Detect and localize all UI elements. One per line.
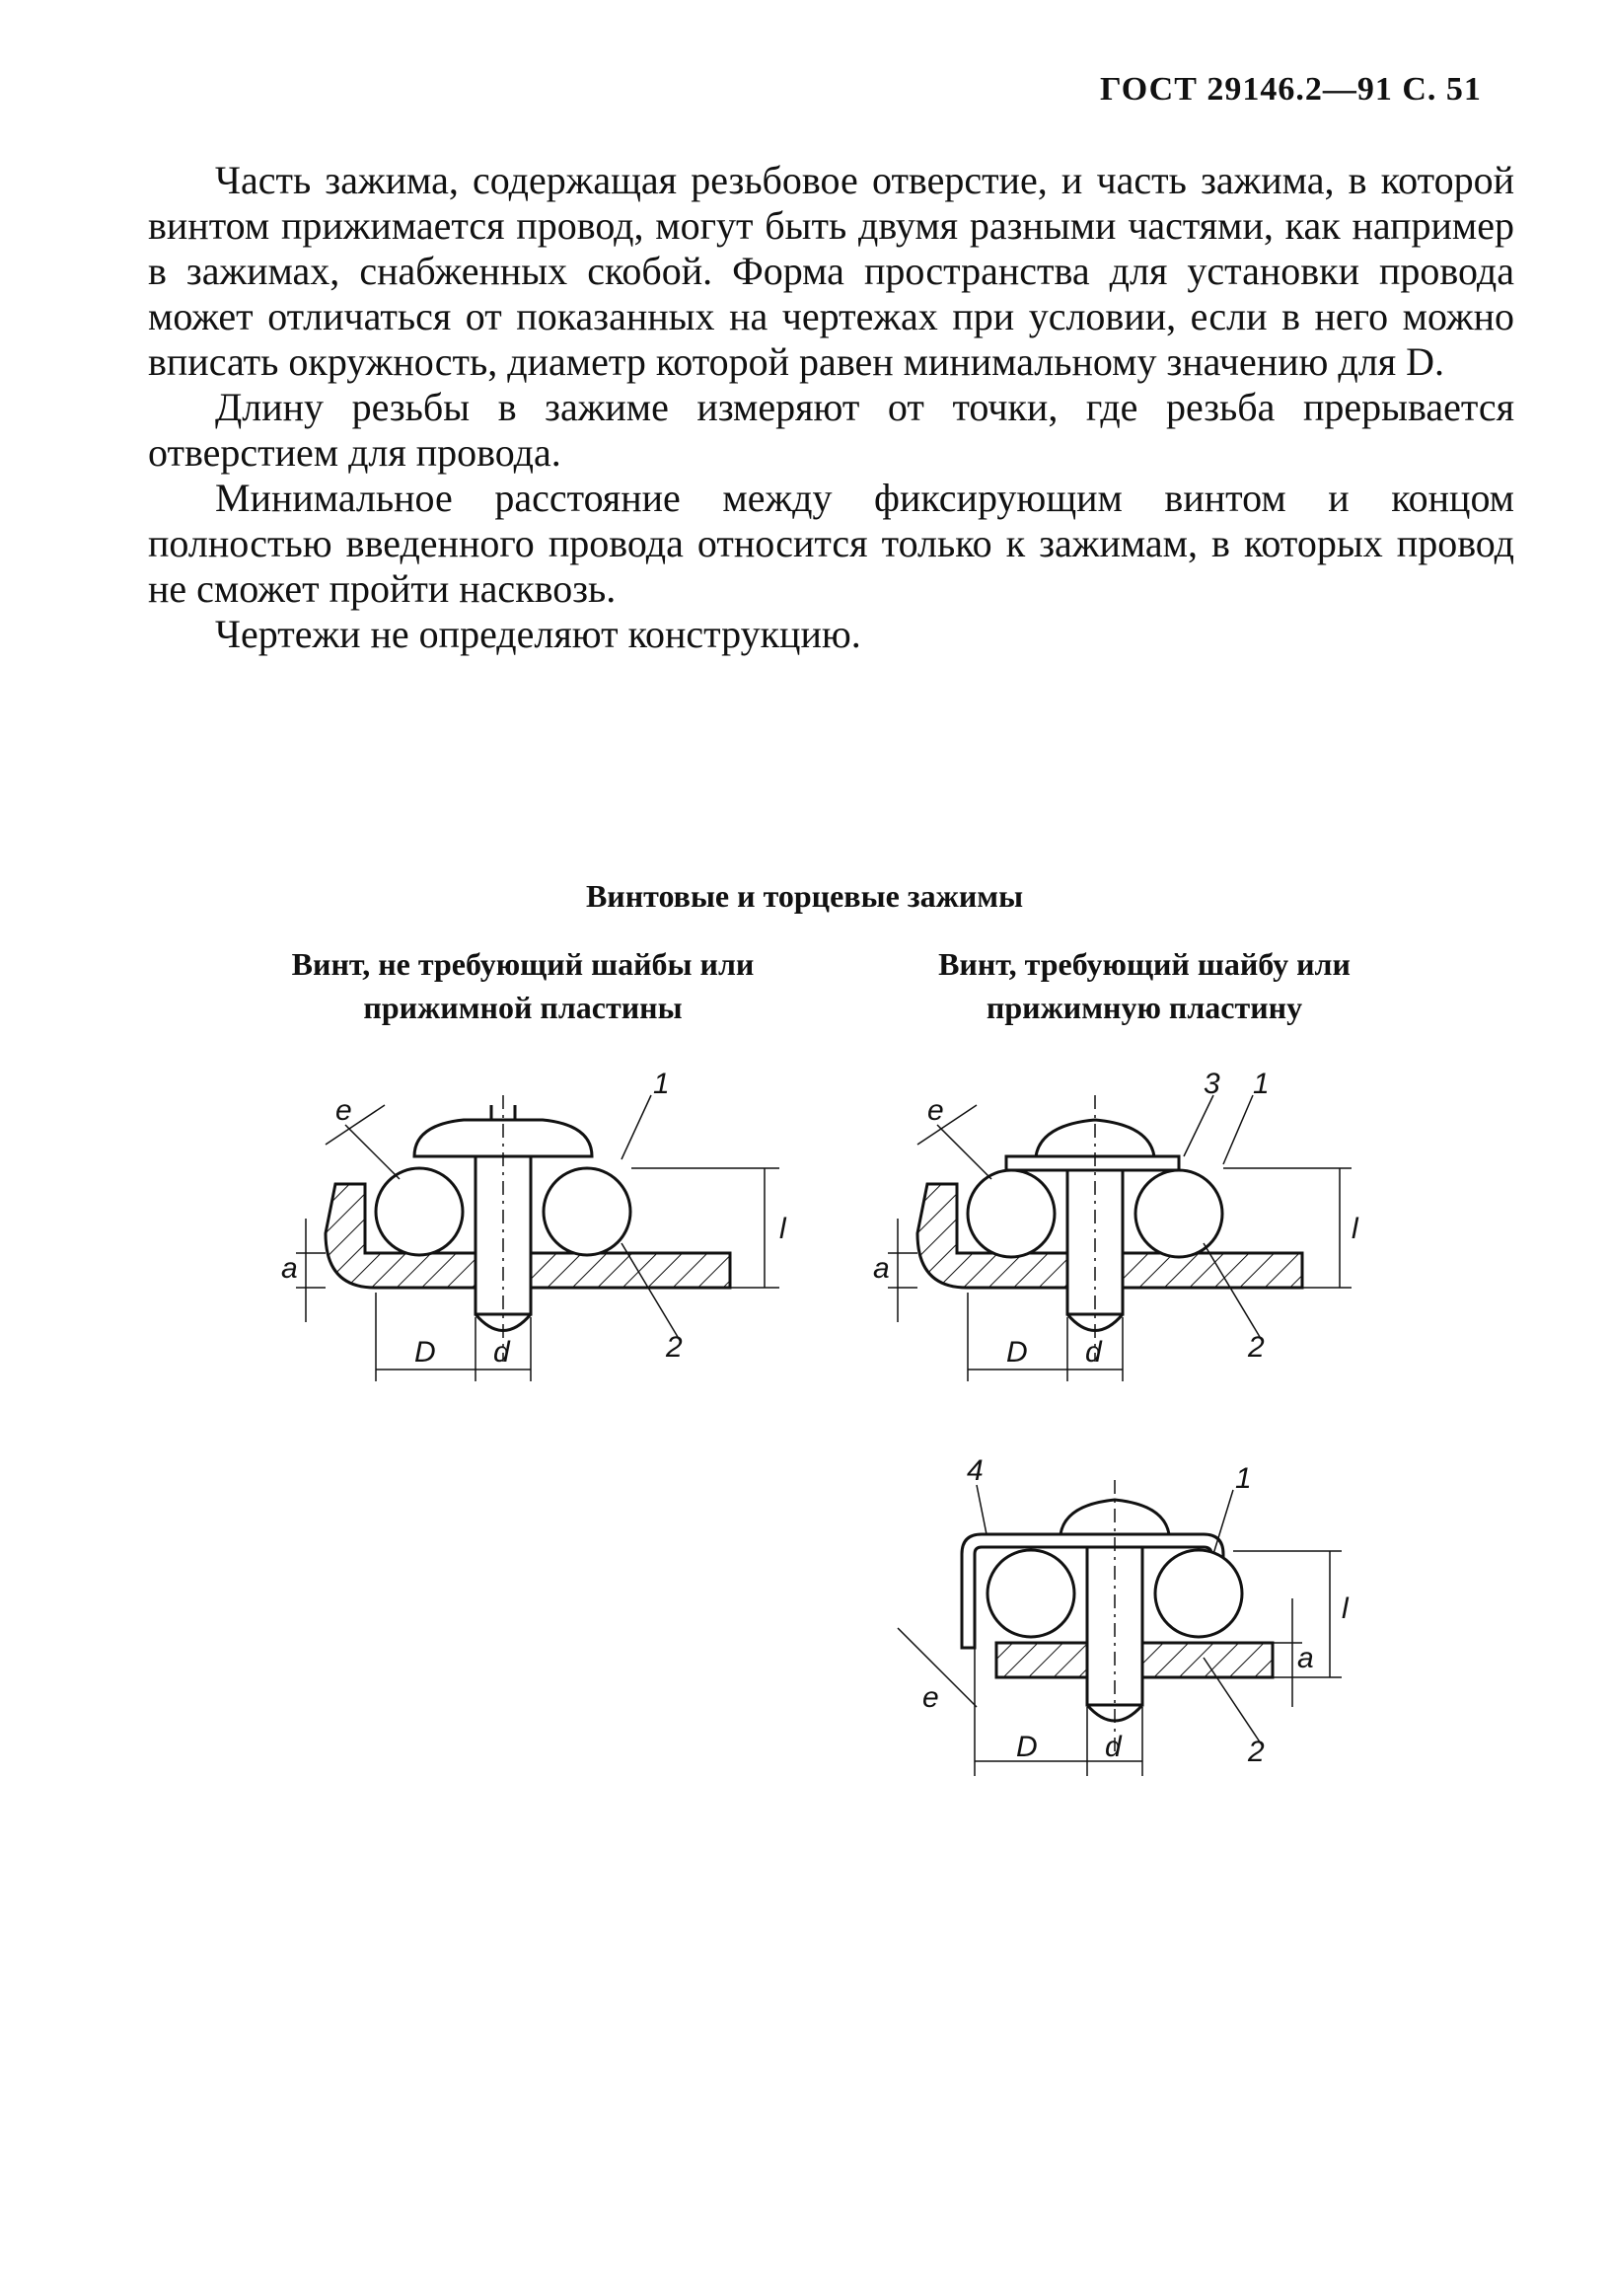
label-2: 2 xyxy=(666,1331,683,1364)
label-3: 3 xyxy=(1204,1068,1220,1100)
label-l: l xyxy=(1342,1592,1349,1625)
drawing-screw-no-washer xyxy=(266,1066,819,1401)
figure-subtitle-left: Винт, не требующий шайбы или прижимной пластины xyxy=(291,946,755,1025)
label-D: D xyxy=(414,1336,436,1369)
label-1: 1 xyxy=(1235,1462,1252,1495)
paragraph: Чертежи не определяют конструкцию. xyxy=(215,612,861,656)
label-2: 2 xyxy=(1248,1736,1265,1768)
label-1: 1 xyxy=(653,1068,670,1100)
label-2: 2 xyxy=(1248,1331,1265,1364)
label-d: d xyxy=(493,1336,510,1369)
label-a: a xyxy=(873,1252,890,1285)
label-D: D xyxy=(1006,1336,1028,1369)
label-e: e xyxy=(335,1094,352,1127)
label-e: e xyxy=(922,1681,939,1714)
label-4: 4 xyxy=(967,1454,984,1487)
drawing-screw-with-plate xyxy=(868,1454,1361,1815)
paragraph: Часть зажима, содержащая резьбовое отверстие, и часть зажима, в которой винтом прижимается провод, могут быть двумя разными частями, как например в зажимах, снабженных скобой. Форма пространства для установки провода может отличаться от показанных на чертежах при условии, если в него можно вписать окружность, диаметр которой равен минимальному значению для D. xyxy=(148,158,1514,384)
paragraph: Длину резьбы в зажиме измеряют от точки, где резьба прерывается отверстием для провода. xyxy=(148,385,1514,475)
figure-title: Винтовые и торцевые зажимы xyxy=(585,878,1024,914)
label-d: d xyxy=(1105,1731,1122,1763)
paragraph: Минимальное расстояние между фиксирующим винтом и концом полностью введенного провода относится только к зажимам, в которых провод не сможет пройти насквозь. xyxy=(148,476,1514,611)
label-e: e xyxy=(927,1094,944,1127)
label-a: a xyxy=(1297,1642,1314,1674)
drawing-screw-with-washer xyxy=(858,1066,1371,1401)
body-text xyxy=(148,158,1514,657)
label-D: D xyxy=(1016,1731,1038,1763)
label-l: l xyxy=(779,1213,786,1245)
figure-subtitle-right: Винт, требующий шайбу или прижимную пластину xyxy=(938,946,1351,1025)
page-header: ГОСТ 29146.2—91 С. 51 xyxy=(1100,71,1482,108)
label-l: l xyxy=(1352,1213,1358,1245)
label-a: a xyxy=(281,1252,298,1285)
label-d: d xyxy=(1085,1336,1102,1369)
label-1: 1 xyxy=(1253,1068,1270,1100)
